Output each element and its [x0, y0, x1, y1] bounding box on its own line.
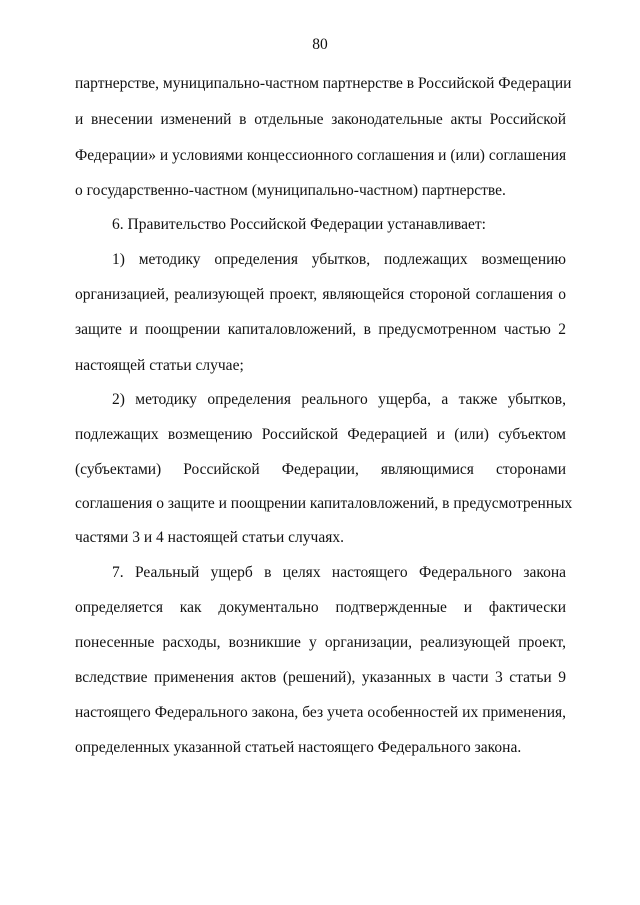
text-line: подлежащих возмещению Российской Федерацией и (или) субъектом — [75, 426, 566, 443]
text-line: 7. Реальный ущерб в целях настоящего Федерального закона — [112, 564, 566, 581]
text-line: настоящей статьи случае; — [75, 357, 244, 374]
text-line: понесенные расходы, возникшие у организации, реализующей проект, — [75, 634, 566, 651]
text-line: соглашения о защите и поощрении капиталовложений, в предусмотренных — [75, 495, 573, 512]
text-line: настоящего Федерального закона, без учета особенностей их применения, — [75, 704, 566, 721]
text-line: и внесении изменений в отдельные законодательные акты Российской — [75, 111, 566, 128]
text-line: определяется как документально подтвержденные и фактически — [75, 599, 566, 616]
text-line: защите и поощрении капиталовложений, в предусмотренном частью 2 — [75, 321, 566, 338]
text-line: (субъектами) Российской Федерации, являющимися сторонами — [75, 461, 566, 478]
text-line: о государственно-частном (муниципально-частном) партнерстве. — [75, 182, 506, 199]
text-line: партнерстве, муниципально-частном партнерстве в Российской Федерации — [75, 75, 572, 92]
text-line: вследствие применения актов (решений), указанных в части 3 статьи 9 — [75, 669, 566, 686]
text-line: 2) методику определения реального ущерба, а также убытков, — [112, 391, 566, 408]
text-line: определенных указанной статьей настоящего Федерального закона. — [75, 739, 522, 756]
text-line: частями 3 и 4 настоящей статьи случаях. — [75, 529, 344, 546]
page-number: 80 — [312, 36, 328, 53]
text-line: 6. Правительство Российской Федерации устанавливает: — [112, 216, 486, 233]
text-line: Федерации» и условиями концессионного соглашения и (или) соглашения — [75, 147, 567, 164]
text-line: 1) методику определения убытков, подлежащих возмещению — [112, 251, 566, 268]
text-line: организацией, реализующей проект, являющейся стороной соглашения о — [75, 286, 566, 303]
